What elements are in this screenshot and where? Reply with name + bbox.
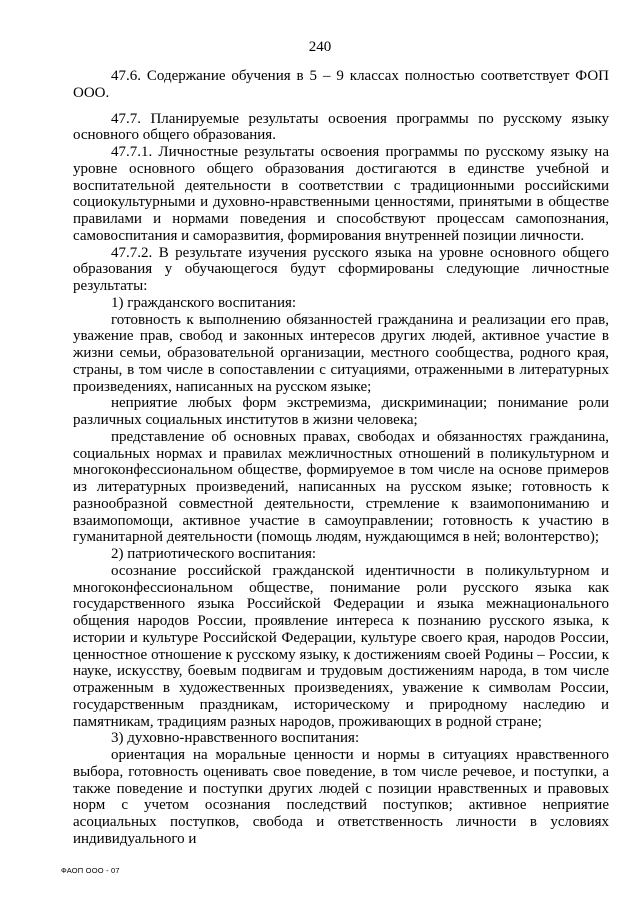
heading-patriotic-education: 2) патриотического воспитания: xyxy=(111,546,317,562)
paragraph-rights-representation: представление об основных правах, свободах и обязанностях гражданина, социальных нормах и правилах межличностных отношений в поликультурном и многоконфессиональном обществе, формируемое в том числе на основе примеров из литературных произведений, написанных на русском языке; готовность к разнообразной совместной деятельности, стремление к взаимопониманию и взаимопомощи, активное участие в самоуправлении; готовность к участию в гуманитарной деятельности (помощь людям, нуждающимся в ней; волонтерство); xyxy=(73,428,609,546)
heading-civic-education: 1) гражданского воспитания: xyxy=(111,294,297,311)
paragraph-47-7: 47.7. Планируемые результаты освоения программы по русскому языку основного общего образования. xyxy=(73,110,609,144)
document-body xyxy=(73,68,609,848)
paragraph-47-7-2: 47.7.2. В результате изучения русского языка на уровне основного общего образования у обучающегося будут сформированы следующие личностные результаты: xyxy=(73,244,609,294)
page-number: 240 xyxy=(308,39,332,55)
heading-moral-education: 3) духовно-нравственного воспитания: xyxy=(111,730,360,747)
paragraph-civic-readiness: готовность к выполнению обязанностей гражданина и реализации его прав, уважение прав, свобод и законных интересов других людей, активное участие в жизни семьи, образовательной организации, местного сообщества, родного края, страны, в том числе в сопоставлении с ситуациями, отраженными в литературных произведениях, написанных на русском языке; xyxy=(73,311,609,395)
paragraph-civic-identity: осознание российской гражданской идентичности в поликультурном и многоконфессиональном обществе, понимание роли русского языка как государственного языка Российской Федерации и языка межнационального общения народов России, проявление интереса к познанию русского языка, к истории и культуре Российской Федерации, культуре своего края, народов России, ценностное отношение к русскому языку, к достижениям своей Родины – России, к науке, искусству, боевым подвигам и трудовым достижениям народа, в том числе отраженным в художественных произведениях, уважение к символам России, государственным праздникам, историческому и природному наследию и памятникам, традициям разных народов, проживающих в родной стране; xyxy=(73,562,609,730)
document-code-footer: ФАОП ООО - 07 xyxy=(61,866,120,875)
paragraph-47-7-1: 47.7.1. Личностные результаты освоения программы по русскому языку на уровне основного общего образования достигаются в единстве учебной и воспитательной деятельности в соответствии с традиционными российскими социокультурными и духовно-нравственными ценностями, принятыми в обществе правилами и нормами поведения и способствуют процессам самопознания, самовоспитания и саморазвития, формирования внутренней позиции личности. xyxy=(73,144,609,244)
paragraph-extremism: неприятие любых форм экстремизма, дискриминации; понимание роли различных социальных институтов в жизни человека; xyxy=(73,395,609,428)
paragraph-moral-values: ориентация на моральные ценности и нормы в ситуациях нравственного выбора, готовность оценивать свое поведение, в том числе речевое, и поступки, а также поведение и поступки других людей с позиции нравственных и правовых норм с учетом осознания последствий поступков; активное неприятие асоциальных поступков, свобода и ответственность личности в условиях индивидуального и xyxy=(73,747,609,847)
paragraph-47-6: 47.6. Содержание обучения в 5 – 9 классах полностью соответствует ФОП ООО. xyxy=(73,68,609,101)
